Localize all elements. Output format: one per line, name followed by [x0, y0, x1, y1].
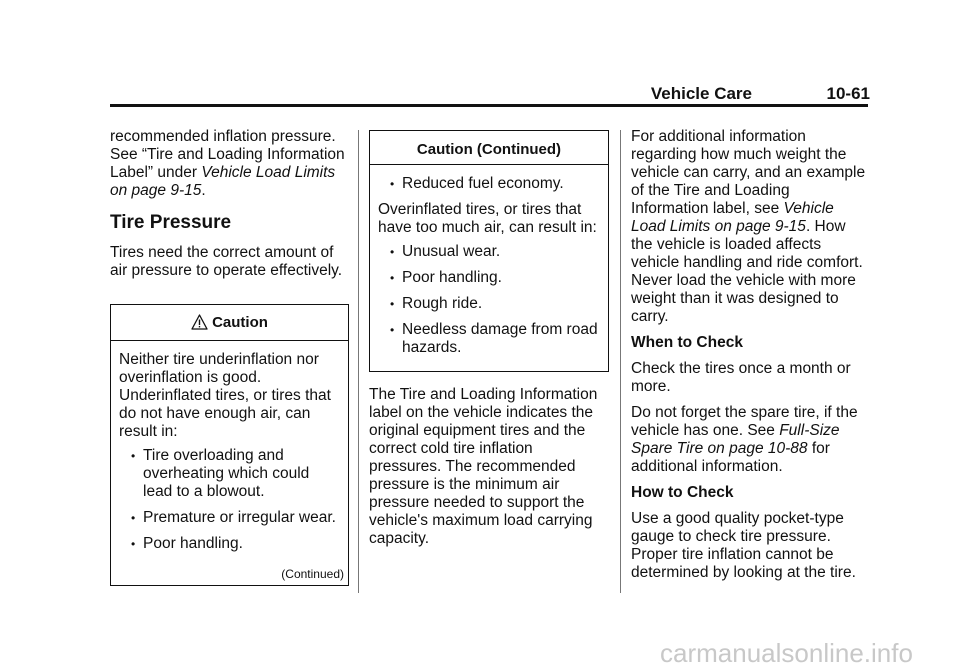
spare-tire-link[interactable]: Full-Size Spare Tire on page 10-88 [631, 422, 840, 457]
warning-triangle-icon [191, 314, 208, 334]
list-item: • Tire overloading and overheating which could lead to a blowout. [131, 447, 310, 500]
column-divider-1 [358, 130, 359, 593]
caution-body [111, 341, 348, 559]
caution-box-2 [369, 130, 609, 372]
watermark: carmanualsonline.info [660, 638, 913, 668]
tire-pressure-paragraph: Tires need the correct amount of air pressure to operate effectively. [110, 244, 343, 279]
caution-bullet-list [119, 447, 340, 553]
caution-body-continued [370, 165, 608, 369]
caution-title: Caution [212, 314, 268, 331]
list-item: • Poor handling. [390, 269, 502, 286]
tire-pressure-heading: Tire Pressure [110, 212, 232, 233]
page-number: 10-61 [826, 84, 870, 103]
page-header [110, 84, 870, 104]
header-rule [110, 104, 868, 107]
intro-paragraph: recommended inflation pressure. See “Tire and Loading Information Label” under Vehicle Load Limits on page 9-15. [110, 128, 345, 199]
additional-info-paragraph: For additional information regarding how much weight the vehicle can carry, and an example of the Tire and Loading Information label, see Vehicle Load Limits on page 9-15. How the vehicle is loaded affects vehicle handling and ride comfort. Never load the vehicle with more weight than it was designed to carry. [631, 128, 866, 325]
continued-label: (Continued) [281, 567, 344, 581]
when-to-check-text: Check the tires once a month or more. [631, 360, 851, 395]
list-item: • Rough ride. [390, 295, 483, 312]
spare-tire-paragraph: Do not forget the spare tire, if the vehicle has one. See Full-Size Spare Tire on page 10-88 for additional information. [631, 404, 858, 475]
list-item: • Poor handling. [131, 535, 243, 552]
column-2-text [369, 386, 609, 556]
vehicle-load-limits-link[interactable]: Vehicle Load Limits on page 9-15 [110, 164, 336, 199]
caution-text: Overinflated tires, or tires that have too much air, can result in: [378, 201, 597, 236]
list-item: • Premature or irregular wear. [131, 509, 336, 526]
how-to-check-heading: How to Check [631, 484, 734, 501]
vehicle-load-limits-link-2[interactable]: Vehicle Load Limits on page 9-15 [631, 200, 834, 235]
caution-continued-header: Caution (Continued) [370, 131, 608, 165]
section-title: Vehicle Care [650, 84, 752, 103]
caution-bullet-list [378, 243, 600, 357]
list-item: • Unusual wear. [390, 243, 501, 260]
caution-header [111, 305, 348, 341]
column-divider-2 [620, 130, 621, 593]
list-item: • Reduced fuel economy. [390, 175, 564, 192]
column-3 [631, 128, 871, 590]
column-1 [110, 128, 350, 288]
list-item: • Needless damage from road hazards. [390, 321, 598, 356]
label-paragraph: The Tire and Loading Information label on the vehicle indicates the original equipment tires and the correct cold tire inflation pressures. The recommended pressure is the minimum air pressure needed to support the vehicle's maximum load carrying capacity. [369, 386, 598, 547]
when-to-check-heading: When to Check [631, 334, 743, 351]
caution-text: Neither tire underinflation nor overinflation is good. Underinflated tires, or tires that do not have enough air, can result in: [119, 351, 331, 440]
caution-box-1 [110, 304, 349, 586]
how-to-check-text: Use a good quality pocket-type gauge to check tire pressure. Proper tire inflation cannot be determined by looking at the tire. [631, 510, 856, 581]
